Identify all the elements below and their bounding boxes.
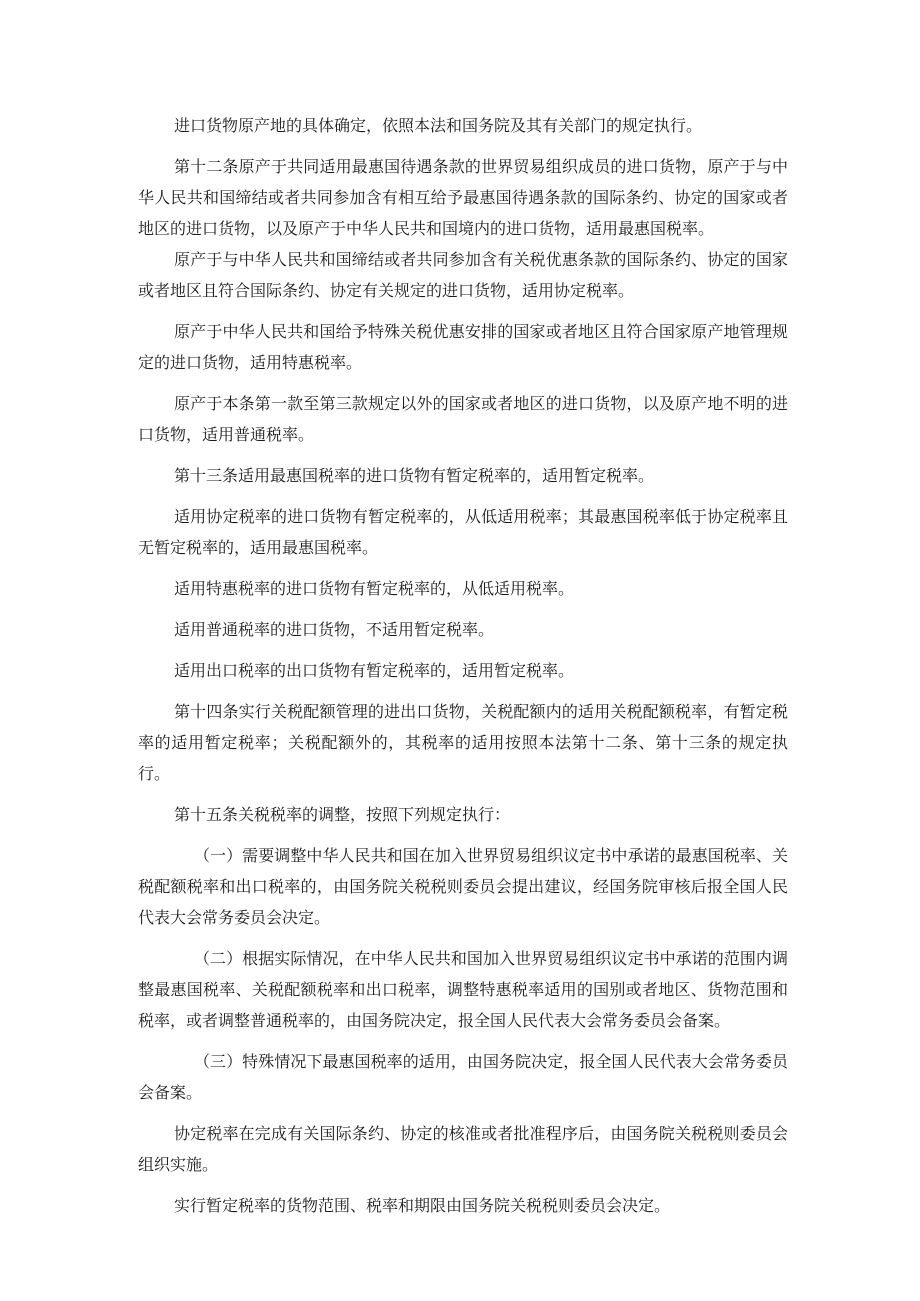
document-body bbox=[138, 110, 788, 1221]
paragraph-agreement-implementation: 协定税率在完成有关国际条约、协定的核准或者批准程序后，由国务院关税税则委员会组织实施。 bbox=[138, 1124, 788, 1174]
paragraph-agreement-rate: 原产于与中华人民共和国缔结或者共同参加含有关税优惠条款的国际条约、协定的国家或者地区且符合国际条约、协定有关规定的进口货物，适用协定税率。 bbox=[138, 250, 788, 300]
paragraph-item-1: （一）需要调整中华人民共和国在加入世界贸易组织议定书中承诺的最惠国税率、关税配额税率和出口税率的，由国务院关税税则委员会提出建议，经国务院审核后报全国人民代表大会常务委员会决定。 bbox=[138, 846, 788, 927]
paragraph-general-no-provisional: 适用普通税率的进口货物，不适用暂定税率。 bbox=[174, 620, 495, 639]
paragraph-article-13: 第十三条适用最惠国税率的进口货物有暂定税率的，适用暂定税率。 bbox=[174, 466, 655, 485]
paragraph-article-15: 第十五条关税税率的调整，按照下列规定执行： bbox=[174, 805, 511, 824]
paragraph-preferential-provisional: 适用特惠税率的进口货物有暂定税率的，从低适用税率。 bbox=[174, 579, 575, 598]
paragraph-article-12: 第十二条原产于共同适用最惠国待遇条款的世界贸易组织成员的进口货物，原产于与中华人民共和国缔结或者共同参加含有相互给予最惠国待遇条款的国际条约、协定的国家或者地区的进口货物，以及原产于中华人民共和国境内的进口货物，适用最惠国税率。 bbox=[138, 157, 788, 238]
paragraph-general-rate: 原产于本条第一款至第三款规定以外的国家或者地区的进口货物，以及原产地不明的进口货物，适用普通税率。 bbox=[138, 394, 788, 444]
paragraph-agreement-provisional: 适用协定税率的进口货物有暂定税率的，从低适用税率；其最惠国税率低于协定税率且无暂定税率的，适用最惠国税率。 bbox=[138, 507, 788, 557]
paragraph-item-3: （三）特殊情况下最惠国税率的适用，由国务院决定，报全国人民代表大会常务委员会备案。 bbox=[138, 1052, 788, 1102]
paragraph-origin-determination: 进口货物原产地的具体确定，依照本法和国务院及其有关部门的规定执行。 bbox=[174, 116, 703, 135]
paragraph-provisional-scope: 实行暂定税率的货物范围、税率和期限由国务院关税税则委员会决定。 bbox=[174, 1196, 671, 1215]
paragraph-article-14: 第十四条实行关税配额管理的进出口货物，关税配额内的适用关税配额税率，有暂定税率的适用暂定税率；关税配额外的，其税率的适用按照本法第十二条、第十三条的规定执行。 bbox=[138, 702, 788, 783]
paragraph-item-2: （二）根据实际情况，在中华人民共和国加入世界贸易组织议定书中承诺的范围内调整最惠国税率、关税配额税率和出口税率，调整特惠税率适用的国别或者地区、货物范围和税率，或者调整普通税率的，由国务院决定，报全国人民代表大会常务委员会备案。 bbox=[138, 949, 788, 1030]
paragraph-preferential-rate: 原产于中华人民共和国给予特殊关税优惠安排的国家或者地区且符合国家原产地管理规定的进口货物，适用特惠税率。 bbox=[138, 322, 788, 372]
paragraph-export-provisional: 适用出口税率的出口货物有暂定税率的，适用暂定税率。 bbox=[174, 661, 575, 680]
